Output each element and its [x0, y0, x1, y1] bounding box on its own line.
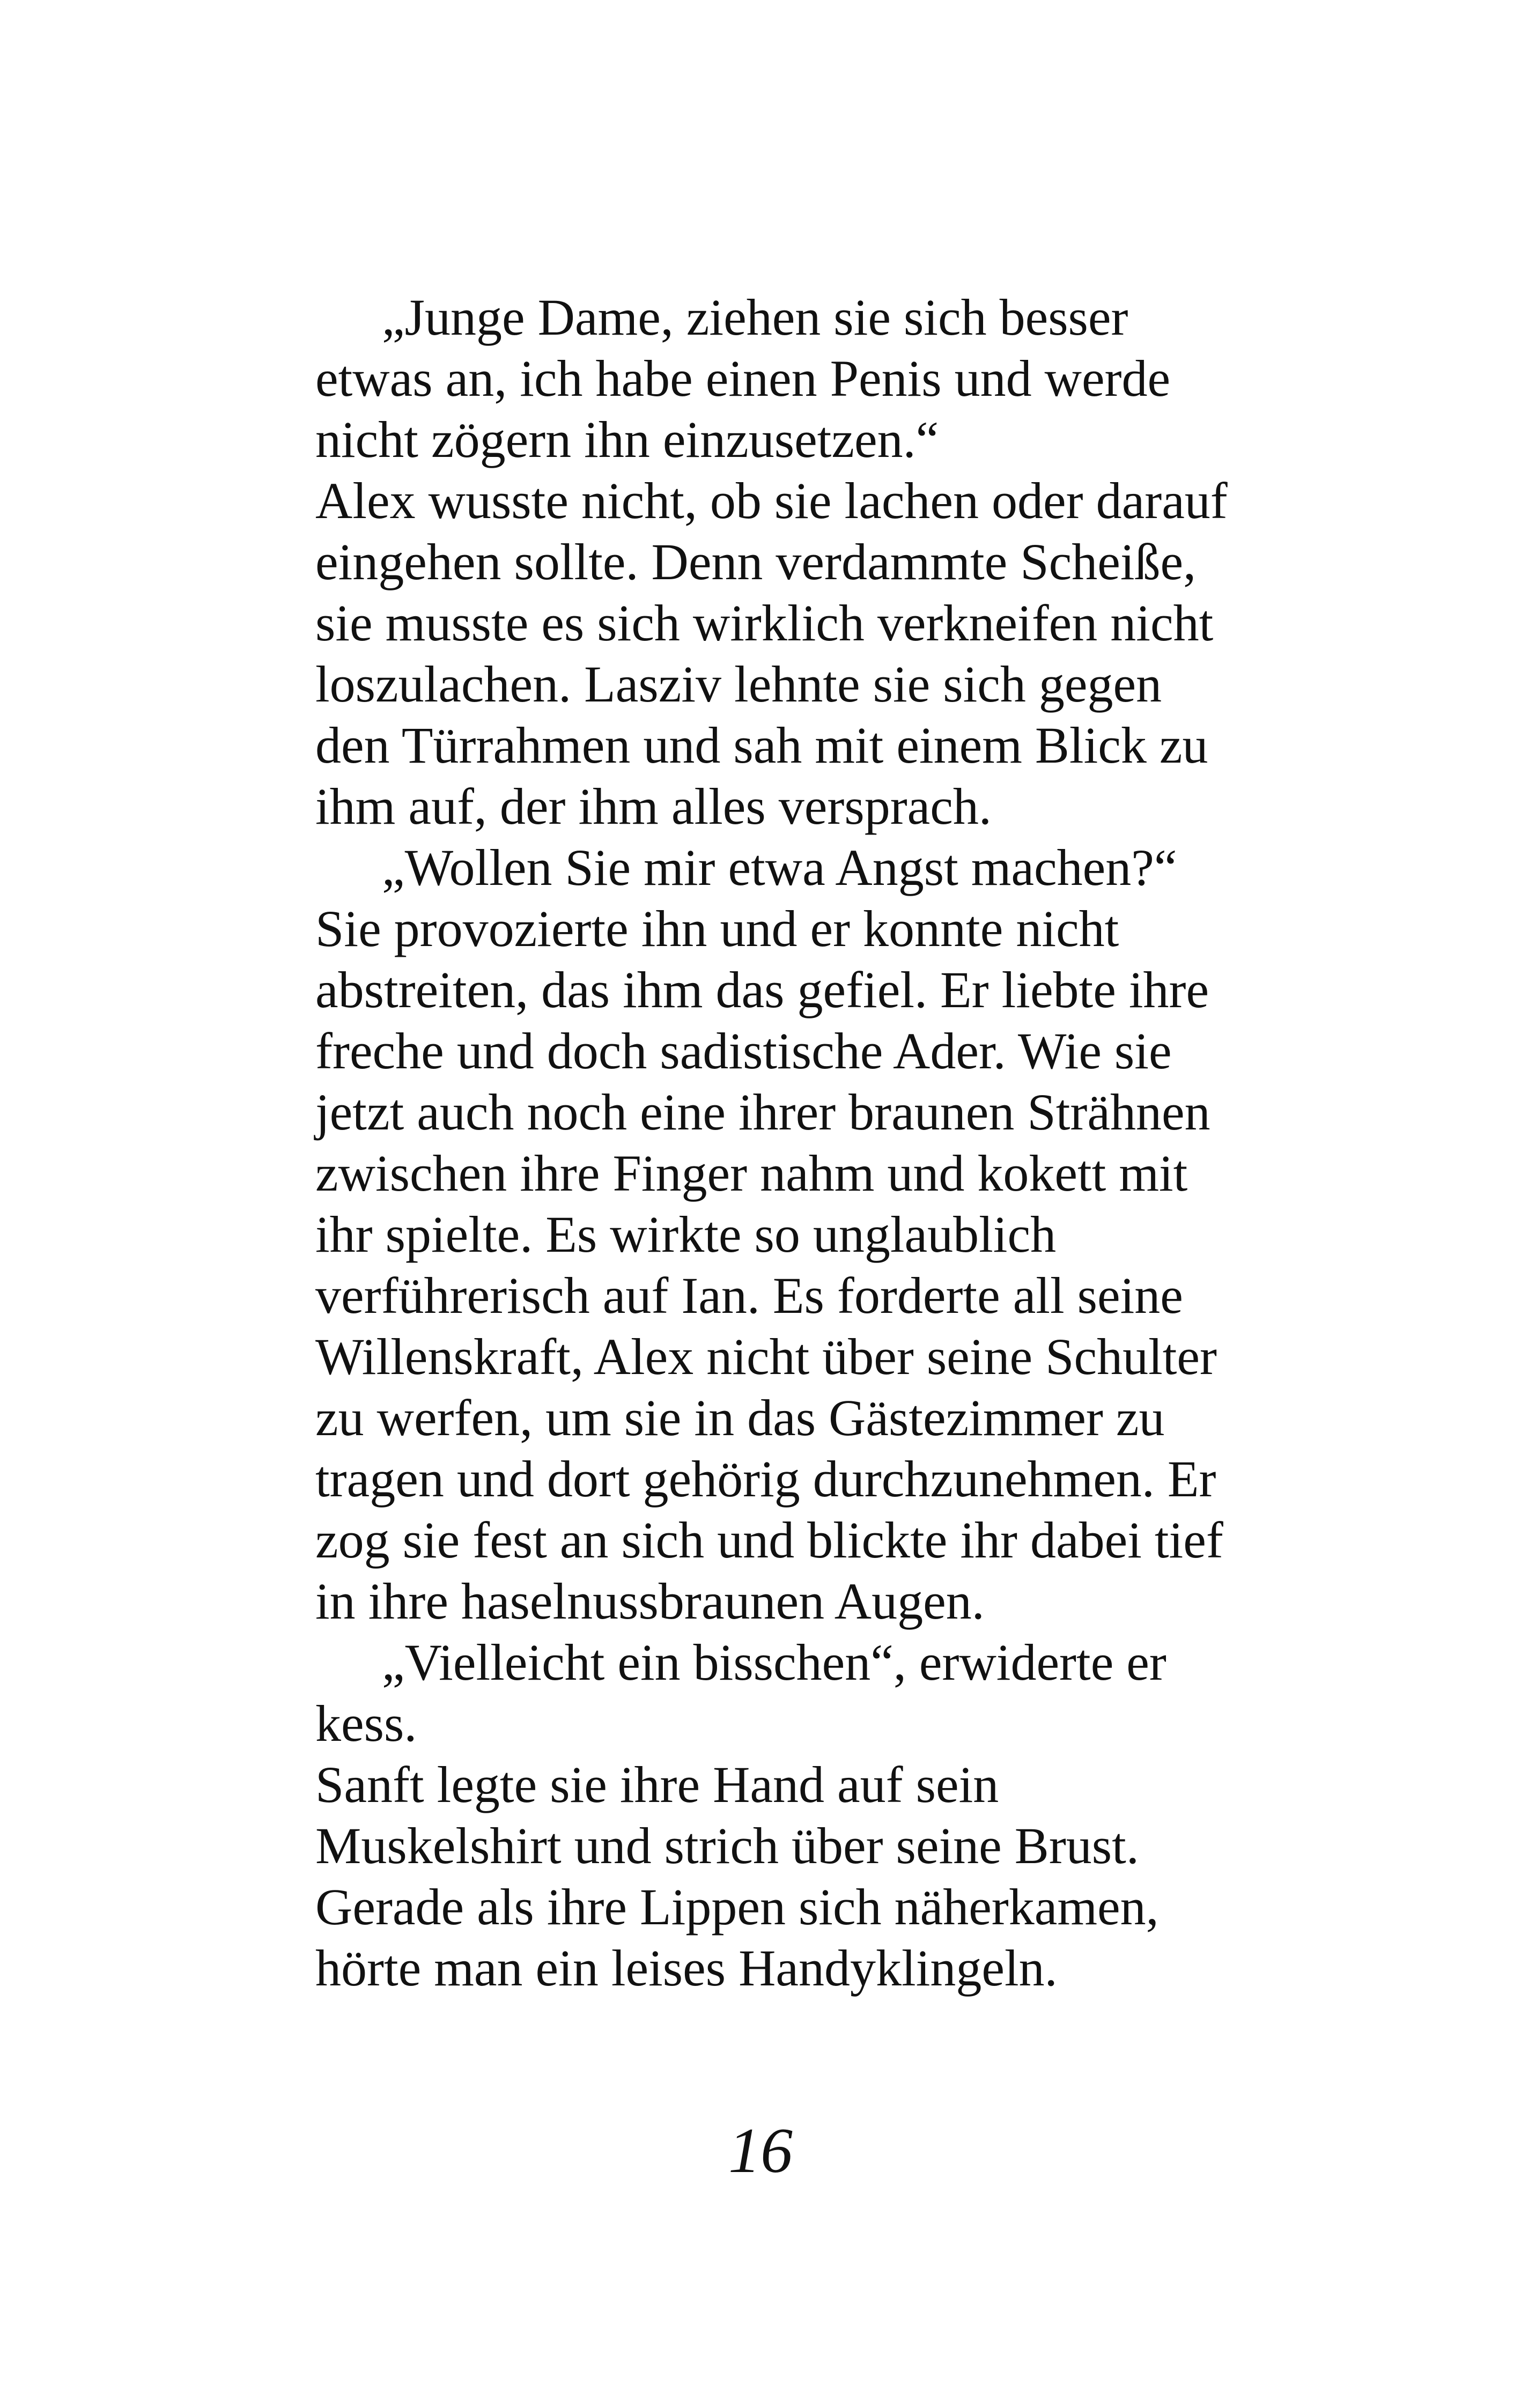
text-line: „Vielleicht ein bisschen“, erwiderte er — [382, 1634, 1166, 1691]
text-line: ihm auf, der ihm alles versprach. — [315, 778, 992, 835]
text-line: „Junge Dame, ziehen sie sich besser — [382, 289, 1128, 346]
text-line: den Türrahmen und sah mit einem Blick zu — [315, 717, 1208, 774]
text-line: loszulachen. Lasziv lehnte sie sich gegen — [315, 655, 1162, 713]
text-line: Gerade als ihre Lippen sich näherkamen, — [315, 1878, 1159, 1936]
text-line: zu werfen, um sie in das Gästezimmer zu — [315, 1389, 1165, 1446]
text-line: Sie provozierte ihn und er konnte nicht — [315, 900, 1119, 957]
text-line: tragen und dort gehörig durchzunehmen. Er — [315, 1450, 1216, 1508]
text-line: zog sie fest an sich und blickte ihr dabei tief — [315, 1511, 1223, 1569]
text-line: Willenskraft, Alex nicht über seine Schulter — [315, 1328, 1217, 1385]
text-line: Alex wusste nicht, ob sie lachen oder darauf — [315, 472, 1228, 529]
text-line: sie musste es sich wirklich verkneifen nicht — [315, 594, 1214, 652]
text-line: verführerisch auf Ian. Es forderte all seine — [315, 1267, 1183, 1324]
text-line: ihr spielte. Es wirkte so unglaublich — [315, 1206, 1057, 1263]
text-line: eingehen sollte. Denn verdammte Scheiße, — [315, 533, 1197, 590]
page-number: 16 — [728, 2115, 793, 2186]
text-line: „Wollen Sie mir etwa Angst machen?“ — [382, 839, 1177, 896]
text-line: Muskelshirt und strich über seine Brust. — [315, 1817, 1139, 1874]
text-line: kess. — [315, 1695, 417, 1752]
text-line: Sanft legte sie ihre Hand auf sein — [315, 1756, 999, 1813]
text-line: jetzt auch noch eine ihrer braunen Strähnen — [315, 1083, 1210, 1141]
text-line: nicht zögern ihn einzusetzen.“ — [315, 411, 939, 468]
text-line: hörte man ein leises Handyklingeln. — [315, 1939, 1058, 1997]
text-line: in ihre haselnussbraunen Augen. — [315, 1572, 985, 1630]
text-line: etwas an, ich habe einen Penis und werde — [315, 350, 1171, 407]
text-line: zwischen ihre Finger nahm und kokett mit — [315, 1144, 1188, 1202]
body-text — [315, 287, 1324, 1999]
text-line: freche und doch sadistische Ader. Wie sie — [315, 1022, 1172, 1080]
text-line: abstreiten, das ihm das gefiel. Er liebte ihre — [315, 961, 1209, 1018]
